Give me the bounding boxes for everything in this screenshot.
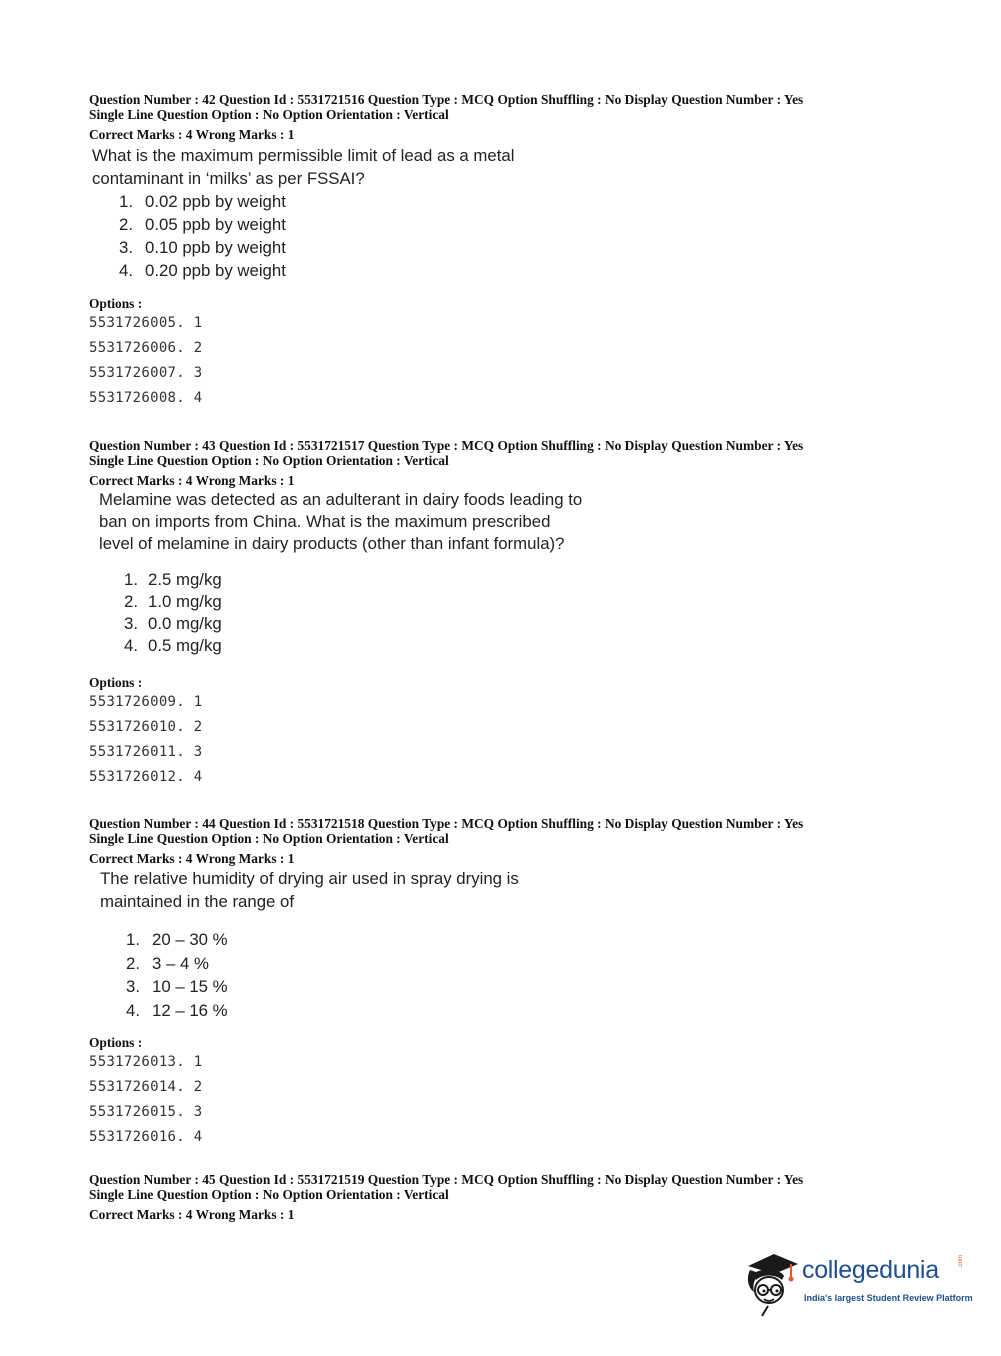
option-id: 5531726008. 4: [89, 390, 203, 406]
question-text-line: contaminant in ‘milks’ as per FSSAI?: [92, 169, 365, 188]
choice-text: 10 – 15 %: [152, 977, 228, 996]
choice-number: 4.: [124, 636, 138, 655]
question-meta-line: Question Number : 43 Question Id : 5531721517 Question Type : MCQ Option Shuffling : No Display Question Number : Yes: [89, 438, 804, 453]
option-id: 5531726015. 3: [89, 1104, 203, 1120]
logo-wordmark: collegedunia: [802, 1256, 939, 1284]
choice-number: 1.: [119, 192, 133, 211]
choice-number: 2.: [119, 215, 133, 234]
choice-item: [119, 236, 909, 259]
choice-number: 4.: [126, 1000, 140, 1020]
choice-text: 0.5 mg/kg: [148, 636, 222, 655]
marks-line: Correct Marks : 4 Wrong Marks : 1: [89, 473, 295, 488]
option-id-list: [89, 311, 909, 411]
choice-text: 0.0 mg/kg: [148, 614, 222, 633]
question-text: [99, 489, 909, 555]
question-meta-line: Question Number : 42 Question Id : 5531721516 Question Type : MCQ Option Shuffling : No Display Question Number : Yes: [89, 92, 804, 107]
choice-text: 3 – 4 %: [152, 953, 209, 973]
choice-item: [126, 928, 909, 952]
question-meta-line: Question Number : 44 Question Id : 5531721518 Question Type : MCQ Option Shuffling : No Display Question Number : Yes: [89, 816, 804, 831]
choice-item: [124, 613, 909, 635]
choice-item: [124, 569, 909, 591]
question-block-43: [89, 438, 909, 790]
option-id-list: [89, 690, 909, 790]
question-block-44: [89, 816, 909, 1150]
choice-text: 12 – 16 %: [152, 1000, 228, 1020]
question-text: [100, 867, 909, 913]
question-text: [92, 144, 909, 190]
option-id: 5531726016. 4: [89, 1129, 203, 1145]
marks-line: Correct Marks : 4 Wrong Marks : 1: [89, 1207, 295, 1222]
choice-item: [126, 975, 909, 999]
question-text-line: maintained in the range of: [100, 892, 295, 911]
choice-text: 0.20 ppb by weight: [145, 261, 286, 280]
choice-number: 3.: [124, 614, 138, 633]
choice-item: [126, 952, 909, 976]
choice-text: 0.10 ppb by weight: [145, 238, 286, 257]
option-id: 5531726007. 3: [89, 365, 203, 381]
student-mascot-icon: [742, 1248, 802, 1318]
choice-number: 1.: [124, 570, 138, 589]
question-text-line: What is the maximum permissible limit of lead as a metal: [92, 146, 515, 165]
choice-list: [124, 569, 909, 657]
choice-number: 3.: [126, 977, 140, 996]
question-text-line: The relative humidity of drying air used in spray drying is: [100, 869, 519, 888]
option-id: 5531726010. 2: [89, 719, 203, 735]
marks-line: Correct Marks : 4 Wrong Marks : 1: [89, 127, 295, 142]
option-id: 5531726012. 4: [89, 769, 203, 785]
marks-line: Correct Marks : 4 Wrong Marks : 1: [89, 851, 295, 866]
choice-text: 0.02 ppb by weight: [145, 192, 286, 211]
option-id: 5531726011. 3: [89, 744, 203, 760]
question-text-line: ban on imports from China. What is the maximum prescribed: [99, 512, 551, 531]
choice-text: 2.5 mg/kg: [148, 570, 222, 589]
choice-text: 0.05 ppb by weight: [145, 215, 286, 234]
question-text-line: Melamine was detected as an adulterant in dairy foods leading to: [99, 490, 583, 509]
choice-text: 1.0 mg/kg: [148, 592, 222, 611]
option-id: 5531726013. 1: [89, 1054, 203, 1070]
question-meta-line: Single Line Question Option : No Option Orientation : Vertical: [89, 453, 449, 468]
question-block-42: [89, 92, 909, 411]
logo-tagline: India's largest Student Review Platform: [804, 1293, 973, 1303]
choice-item: [126, 999, 909, 1023]
choice-number: 4.: [119, 261, 133, 280]
choice-item: [119, 213, 909, 236]
question-meta-line: Single Line Question Option : No Option Orientation : Vertical: [89, 107, 449, 122]
choice-list: [126, 928, 909, 1022]
choice-item: [119, 259, 909, 282]
option-id: 5531726005. 1: [89, 315, 203, 331]
choice-number: 3.: [119, 238, 133, 257]
choice-item: [119, 190, 909, 213]
options-label: Options :: [89, 675, 143, 690]
option-id: 5531726009. 1: [89, 694, 203, 710]
option-id: 5531726014. 2: [89, 1079, 203, 1095]
question-meta-line: Single Line Question Option : No Option Orientation : Vertical: [89, 1187, 449, 1202]
option-id: 5531726006. 2: [89, 340, 203, 356]
choice-number: 1.: [126, 930, 140, 949]
question-meta-line: Single Line Question Option : No Option Orientation : Vertical: [89, 831, 449, 846]
question-block-45: [89, 1172, 909, 1222]
choice-item: [124, 635, 909, 657]
choice-list: [119, 190, 909, 282]
question-text-line: level of melamine in dairy products (other than infant formula)?: [99, 534, 565, 553]
question-meta-line: Question Number : 45 Question Id : 5531721519 Question Type : MCQ Option Shuffling : No Display Question Number : Yes: [89, 1172, 804, 1187]
logo-suffix: .com: [958, 1254, 964, 1268]
options-label: Options :: [89, 296, 143, 311]
choice-number: 2.: [124, 592, 138, 611]
choice-number: 2.: [126, 953, 140, 973]
choice-item: [124, 591, 909, 613]
choice-text: 20 – 30 %: [152, 930, 228, 949]
option-id-list: [89, 1050, 909, 1150]
options-label: Options :: [89, 1035, 143, 1050]
collegedunia-logo: [742, 1248, 972, 1318]
